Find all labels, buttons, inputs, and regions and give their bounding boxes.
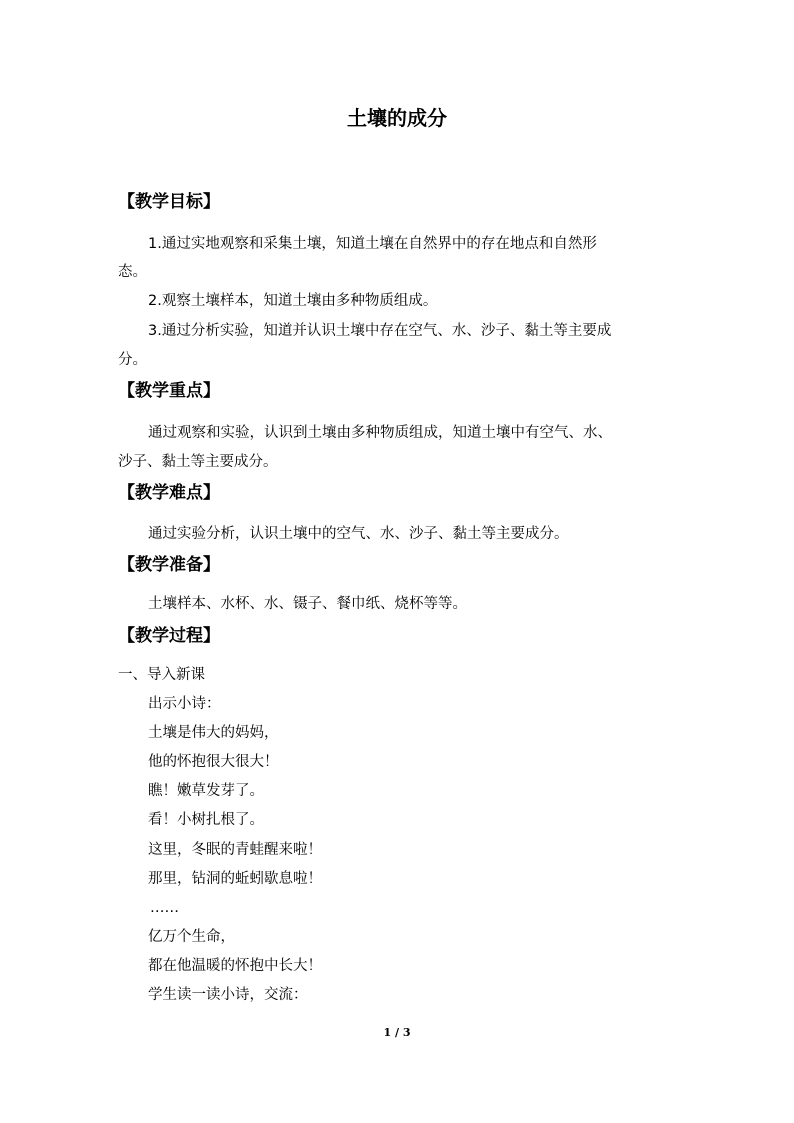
difficulties-heading: 【教学难点】 <box>118 483 220 503</box>
preparation-line-1: 土壤样本、水杯、水、镊子、餐巾纸、烧杯等等。 <box>148 596 467 612</box>
document-title: 土壤的成分 <box>347 106 447 130</box>
process-line-2: 土壤是伟大的妈妈， <box>148 725 279 741</box>
process-line-ellipsis: …… <box>150 900 179 916</box>
key-points-line-2: 沙子、黏土等主要成分。 <box>118 454 278 470</box>
process-heading: 【教学过程】 <box>118 626 220 646</box>
difficulties-line-1: 通过实验分析，认识土壤中的空气、水、沙子、黏土等主要成分。 <box>148 526 569 542</box>
process-line-11: 学生读一读小诗，交流： <box>148 987 308 1003</box>
key-points-heading: 【教学重点】 <box>118 381 220 401</box>
objectives-heading: 【教学目标】 <box>118 192 220 212</box>
process-line-6: 这里，冬眠的青蛙醒来啦！ <box>148 842 322 858</box>
process-line-10: 都在他温暖的怀抱中长大！ <box>148 958 322 974</box>
process-line-5: 看！小树扎根了。 <box>148 812 264 828</box>
process-line-4: 瞧！嫩草发芽了。 <box>148 783 264 799</box>
process-line-1: 出示小诗： <box>148 696 221 712</box>
objective-line-3: 3.通过分析实验，知道并认识土壤中存在空气、水、沙子、黏土等主要成 <box>148 323 612 339</box>
process-line-9: 亿万个生命， <box>148 929 235 945</box>
process-line-7: 那里，钻洞的蚯蚓歇息啦！ <box>148 871 322 887</box>
objective-line-3-cont: 分。 <box>118 352 147 368</box>
preparation-heading: 【教学准备】 <box>118 555 220 575</box>
key-points-line-1: 通过观察和实验，认识到土壤由多种物质组成，知道土壤中有空气、水、 <box>148 425 612 441</box>
objective-line-2: 2.观察土壤样本，知道土壤由多种物质组成。 <box>148 293 438 309</box>
objective-line-1: 1.通过实地观察和采集土壤，知道土壤在自然界中的存在地点和自然形 <box>148 236 597 252</box>
process-step-1-title: 一、导入新课 <box>118 667 205 683</box>
process-line-3: 他的怀抱很大很大！ <box>148 754 279 770</box>
page-number: 1 / 3 <box>383 1026 411 1039</box>
objective-line-1-cont: 态。 <box>118 264 147 280</box>
